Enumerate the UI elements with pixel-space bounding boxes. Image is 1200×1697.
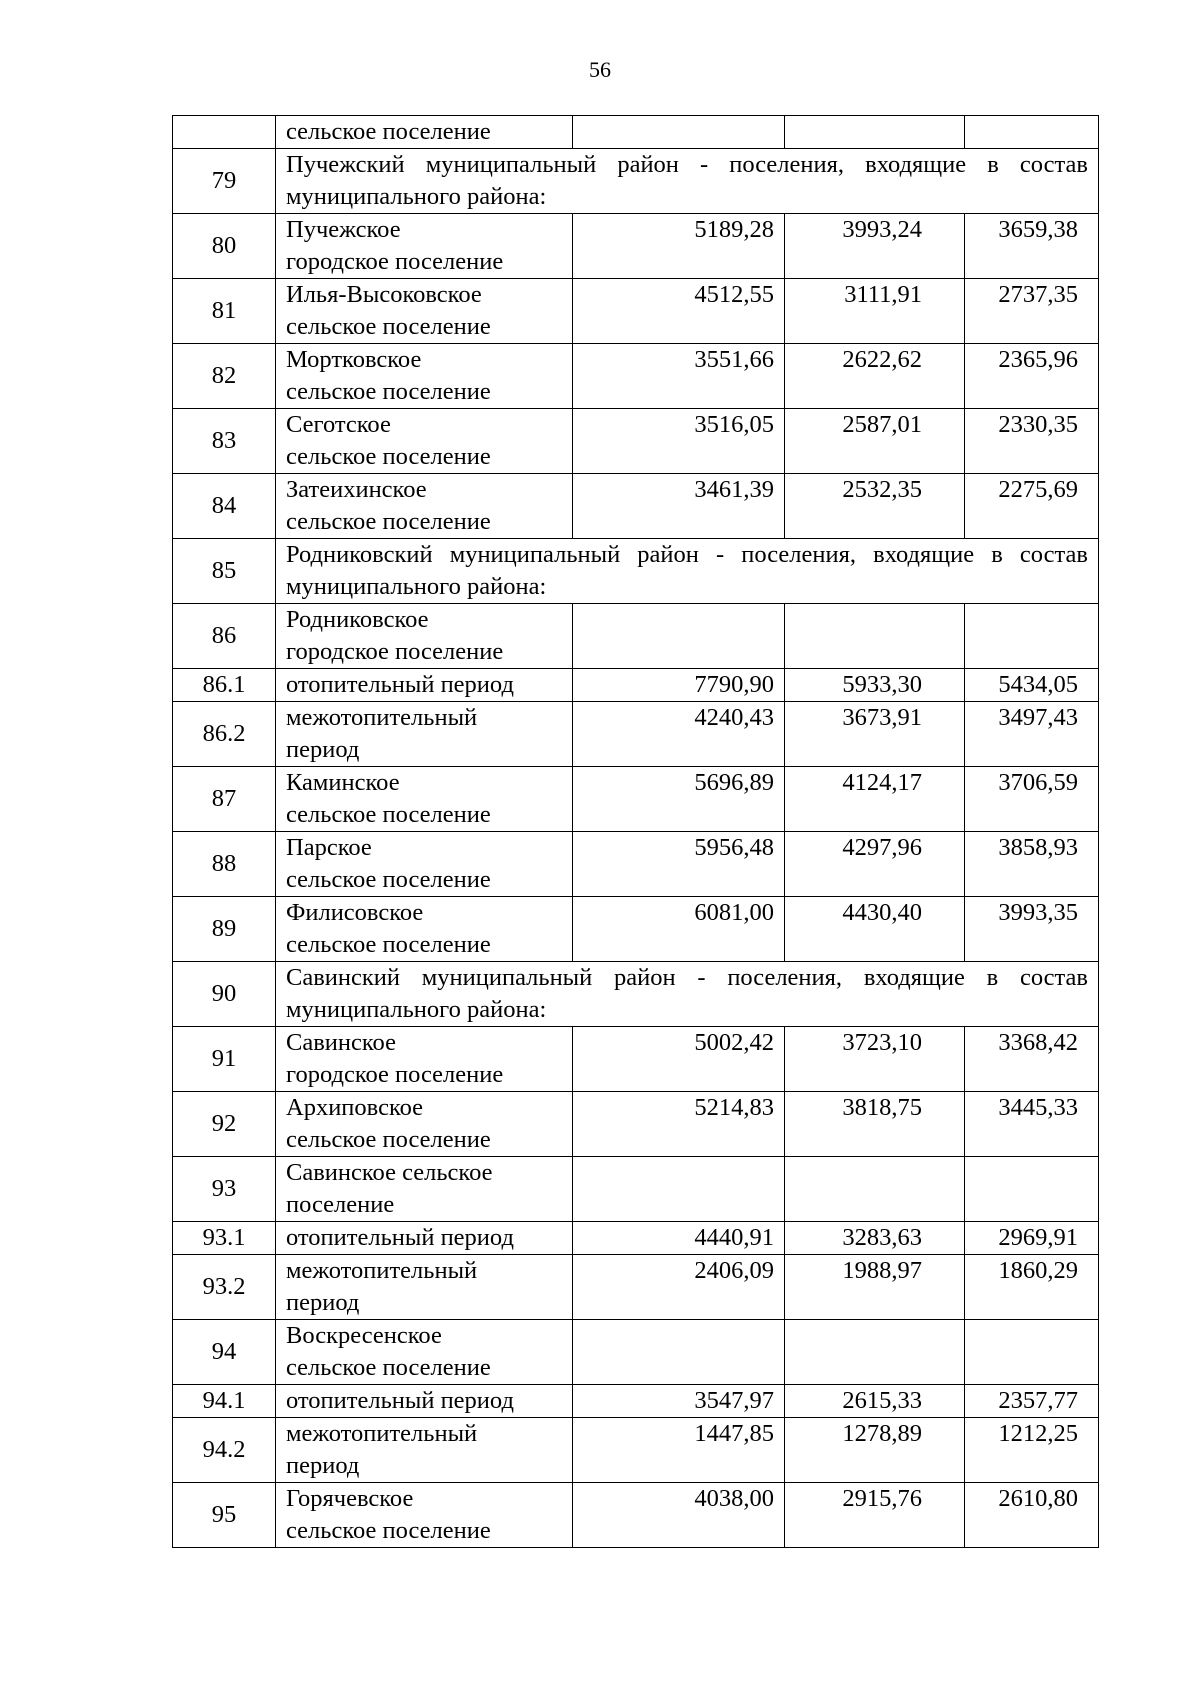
value-cell-v3: 2357,77 [965,1385,1099,1418]
settlement-name [276,832,573,897]
value-cell-v3: 3368,42 [965,1027,1099,1092]
row-number: 92 [173,1092,276,1157]
settlement-name-line: межотопительный [286,1420,478,1447]
value-cell-v1: 7790,90 [573,669,785,702]
value-cell-v2: 4297,96 [785,832,965,897]
row-number: 83 [173,409,276,474]
value-cell-v2: 4430,40 [785,897,965,962]
value-cell-v2: 1278,89 [785,1418,965,1483]
settlement-name-line: сельское поселение [286,931,491,958]
row-number: 94 [173,1320,276,1385]
value-cell-v1: 3516,05 [573,409,785,474]
row-number: 90 [173,962,276,1027]
value-cell-v2: 2615,33 [785,1385,965,1418]
settlement-name-line: сельское поселение [286,1354,491,1381]
value-cell-v3: 3706,59 [965,767,1099,832]
settlement-name [276,767,573,832]
settlement-name-line: Сеготское [286,411,391,438]
settlement-name [276,604,573,669]
value-cell-v3 [965,1320,1099,1385]
table-row [173,702,1099,767]
value-cell-v3: 2275,69 [965,474,1099,539]
settlement-name-line: сельское поселение [286,1126,491,1153]
table-row [173,116,1099,149]
value-cell-v3: 3659,38 [965,214,1099,279]
row-number: 86.2 [173,702,276,767]
value-cell-v1: 3461,39 [573,474,785,539]
row-number: 94.1 [173,1385,276,1418]
value-cell-v1: 5214,83 [573,1092,785,1157]
row-number: 86.1 [173,669,276,702]
table-body [173,116,1099,1548]
settlement-name-line: Родниковское [286,606,429,633]
table-row [173,767,1099,832]
value-cell-v1: 3547,97 [573,1385,785,1418]
row-number: 81 [173,279,276,344]
settlement-name [276,1027,573,1092]
row-number: 84 [173,474,276,539]
value-cell-v1 [573,116,785,149]
settlement-name [276,1157,573,1222]
value-cell-v1: 5696,89 [573,767,785,832]
value-cell-v1: 4240,43 [573,702,785,767]
settlement-name-line: Савинское [286,1029,396,1056]
table-row [173,1222,1099,1255]
table-row [173,1255,1099,1320]
settlement-name [276,279,573,344]
settlement-name-line: городское поселение [286,248,504,275]
settlement-name [276,669,573,702]
settlement-name-line: Филисовское [286,899,424,926]
value-cell-v3 [965,604,1099,669]
value-cell-v1 [573,604,785,669]
table-row [173,1092,1099,1157]
table-row [173,214,1099,279]
settlement-name [276,344,573,409]
settlement-name-line: Каминское [286,769,400,796]
value-cell-v2: 5933,30 [785,669,965,702]
settlement-name-line: сельское поселение [286,443,491,470]
settlement-name [276,702,573,767]
value-cell-v2 [785,1320,965,1385]
value-cell-v1: 4440,91 [573,1222,785,1255]
settlement-name-line: Илья-Высоковское [286,281,482,308]
settlement-name-line: межотопительный [286,704,478,731]
value-cell-v2: 3723,10 [785,1027,965,1092]
value-cell-v3 [965,1157,1099,1222]
row-number: 87 [173,767,276,832]
value-cell-v1 [573,1157,785,1222]
value-cell-v2: 3111,91 [785,279,965,344]
table-row [173,669,1099,702]
table-row [173,897,1099,962]
settlement-name [276,474,573,539]
value-cell-v1: 6081,00 [573,897,785,962]
table-row [173,604,1099,669]
settlement-name [276,1255,573,1320]
settlement-name-line: Парское [286,834,372,861]
value-cell-v2 [785,1157,965,1222]
settlement-name-line: период [286,736,360,763]
settlement-name-line: сельское поселение [286,801,491,828]
value-cell-v3: 2737,35 [965,279,1099,344]
settlement-name-line: Воскресенское [286,1322,442,1349]
district-row [173,962,1099,1027]
table-row [173,344,1099,409]
settlement-name [276,897,573,962]
settlement-name-line: сельское поселение [286,118,491,145]
row-number: 86 [173,604,276,669]
value-cell-v3: 1212,25 [965,1418,1099,1483]
table-row [173,1418,1099,1483]
row-number [173,116,276,149]
settlement-name [276,1418,573,1483]
value-cell-v3: 3993,35 [965,897,1099,962]
value-cell-v1 [573,1320,785,1385]
value-cell-v3: 3445,33 [965,1092,1099,1157]
value-cell-v3: 2610,80 [965,1483,1099,1548]
value-cell-v2 [785,116,965,149]
value-cell-v2: 3673,91 [785,702,965,767]
value-cell-v3: 5434,05 [965,669,1099,702]
row-number: 93.2 [173,1255,276,1320]
district-row [173,149,1099,214]
settlement-name-line: сельское поселение [286,866,491,893]
settlement-name-line: Горячевское [286,1485,414,1512]
table-row [173,279,1099,344]
settlement-name-line: отопительный период [286,671,514,698]
row-number: 95 [173,1483,276,1548]
district-heading: Савинский муниципальный район - поселения, входящие в состав муниципального района: [276,962,1099,1027]
value-cell-v1: 5956,48 [573,832,785,897]
settlement-name [276,1092,573,1157]
district-heading: Родниковский муниципальный район - поселения, входящие в состав муниципального района: [276,539,1099,604]
value-cell-v2: 2532,35 [785,474,965,539]
settlement-name-line: период [286,1289,360,1316]
settlement-name-line: период [286,1452,360,1479]
settlement-name-line: сельское поселение [286,508,491,535]
table-row [173,409,1099,474]
settlement-name-line: Мортковское [286,346,422,373]
value-cell-v2: 3993,24 [785,214,965,279]
row-number: 94.2 [173,1418,276,1483]
value-cell-v3: 2969,91 [965,1222,1099,1255]
row-number: 88 [173,832,276,897]
settlement-name-line: межотопительный [286,1257,478,1284]
settlement-name [276,409,573,474]
value-cell-v2: 2622,62 [785,344,965,409]
settlement-name [276,214,573,279]
value-cell-v2: 4124,17 [785,767,965,832]
row-number: 91 [173,1027,276,1092]
value-cell-v2: 2587,01 [785,409,965,474]
row-number: 80 [173,214,276,279]
settlement-name-line: Савинское сельское [286,1159,493,1186]
tariff-table [172,115,1099,1548]
row-number: 89 [173,897,276,962]
district-row [173,539,1099,604]
settlement-name-line: отопительный период [286,1224,514,1251]
value-cell-v3 [965,116,1099,149]
row-number: 82 [173,344,276,409]
row-number: 85 [173,539,276,604]
row-number: 79 [173,149,276,214]
value-cell-v2: 3818,75 [785,1092,965,1157]
value-cell-v1: 3551,66 [573,344,785,409]
value-cell-v2: 2915,76 [785,1483,965,1548]
settlement-name-line: сельское поселение [286,1517,491,1544]
value-cell-v3: 2365,96 [965,344,1099,409]
settlement-name [276,116,573,149]
settlement-name-line: городское поселение [286,1061,504,1088]
value-cell-v1: 5002,42 [573,1027,785,1092]
settlement-name [276,1483,573,1548]
value-cell-v3: 3858,93 [965,832,1099,897]
settlement-name-line: городское поселение [286,638,504,665]
value-cell-v1: 4512,55 [573,279,785,344]
value-cell-v1: 4038,00 [573,1483,785,1548]
settlement-name-line: Затеихинское [286,476,427,503]
table-row [173,832,1099,897]
value-cell-v2: 3283,63 [785,1222,965,1255]
table-row [173,1483,1099,1548]
row-number: 93 [173,1157,276,1222]
settlement-name-line: сельское поселение [286,313,491,340]
table-row [173,474,1099,539]
value-cell-v3: 3497,43 [965,702,1099,767]
settlement-name-line: поселение [286,1191,395,1218]
value-cell-v1: 1447,85 [573,1418,785,1483]
settlement-name-line: Пучежское [286,216,401,243]
value-cell-v1: 5189,28 [573,214,785,279]
row-number: 93.1 [173,1222,276,1255]
value-cell-v3: 1860,29 [965,1255,1099,1320]
value-cell-v2 [785,604,965,669]
table-row [173,1157,1099,1222]
settlement-name [276,1320,573,1385]
value-cell-v2: 1988,97 [785,1255,965,1320]
settlement-name-line: сельское поселение [286,378,491,405]
table-row [173,1320,1099,1385]
district-heading: Пучежский муниципальный район - поселения, входящие в состав муниципального района: [276,149,1099,214]
page-number: 56 [589,57,611,82]
settlement-name [276,1385,573,1418]
table-row [173,1385,1099,1418]
settlement-name-line: Архиповское [286,1094,424,1121]
value-cell-v3: 2330,35 [965,409,1099,474]
settlement-name [276,1222,573,1255]
table-row [173,1027,1099,1092]
value-cell-v1: 2406,09 [573,1255,785,1320]
settlement-name-line: отопительный период [286,1387,514,1414]
